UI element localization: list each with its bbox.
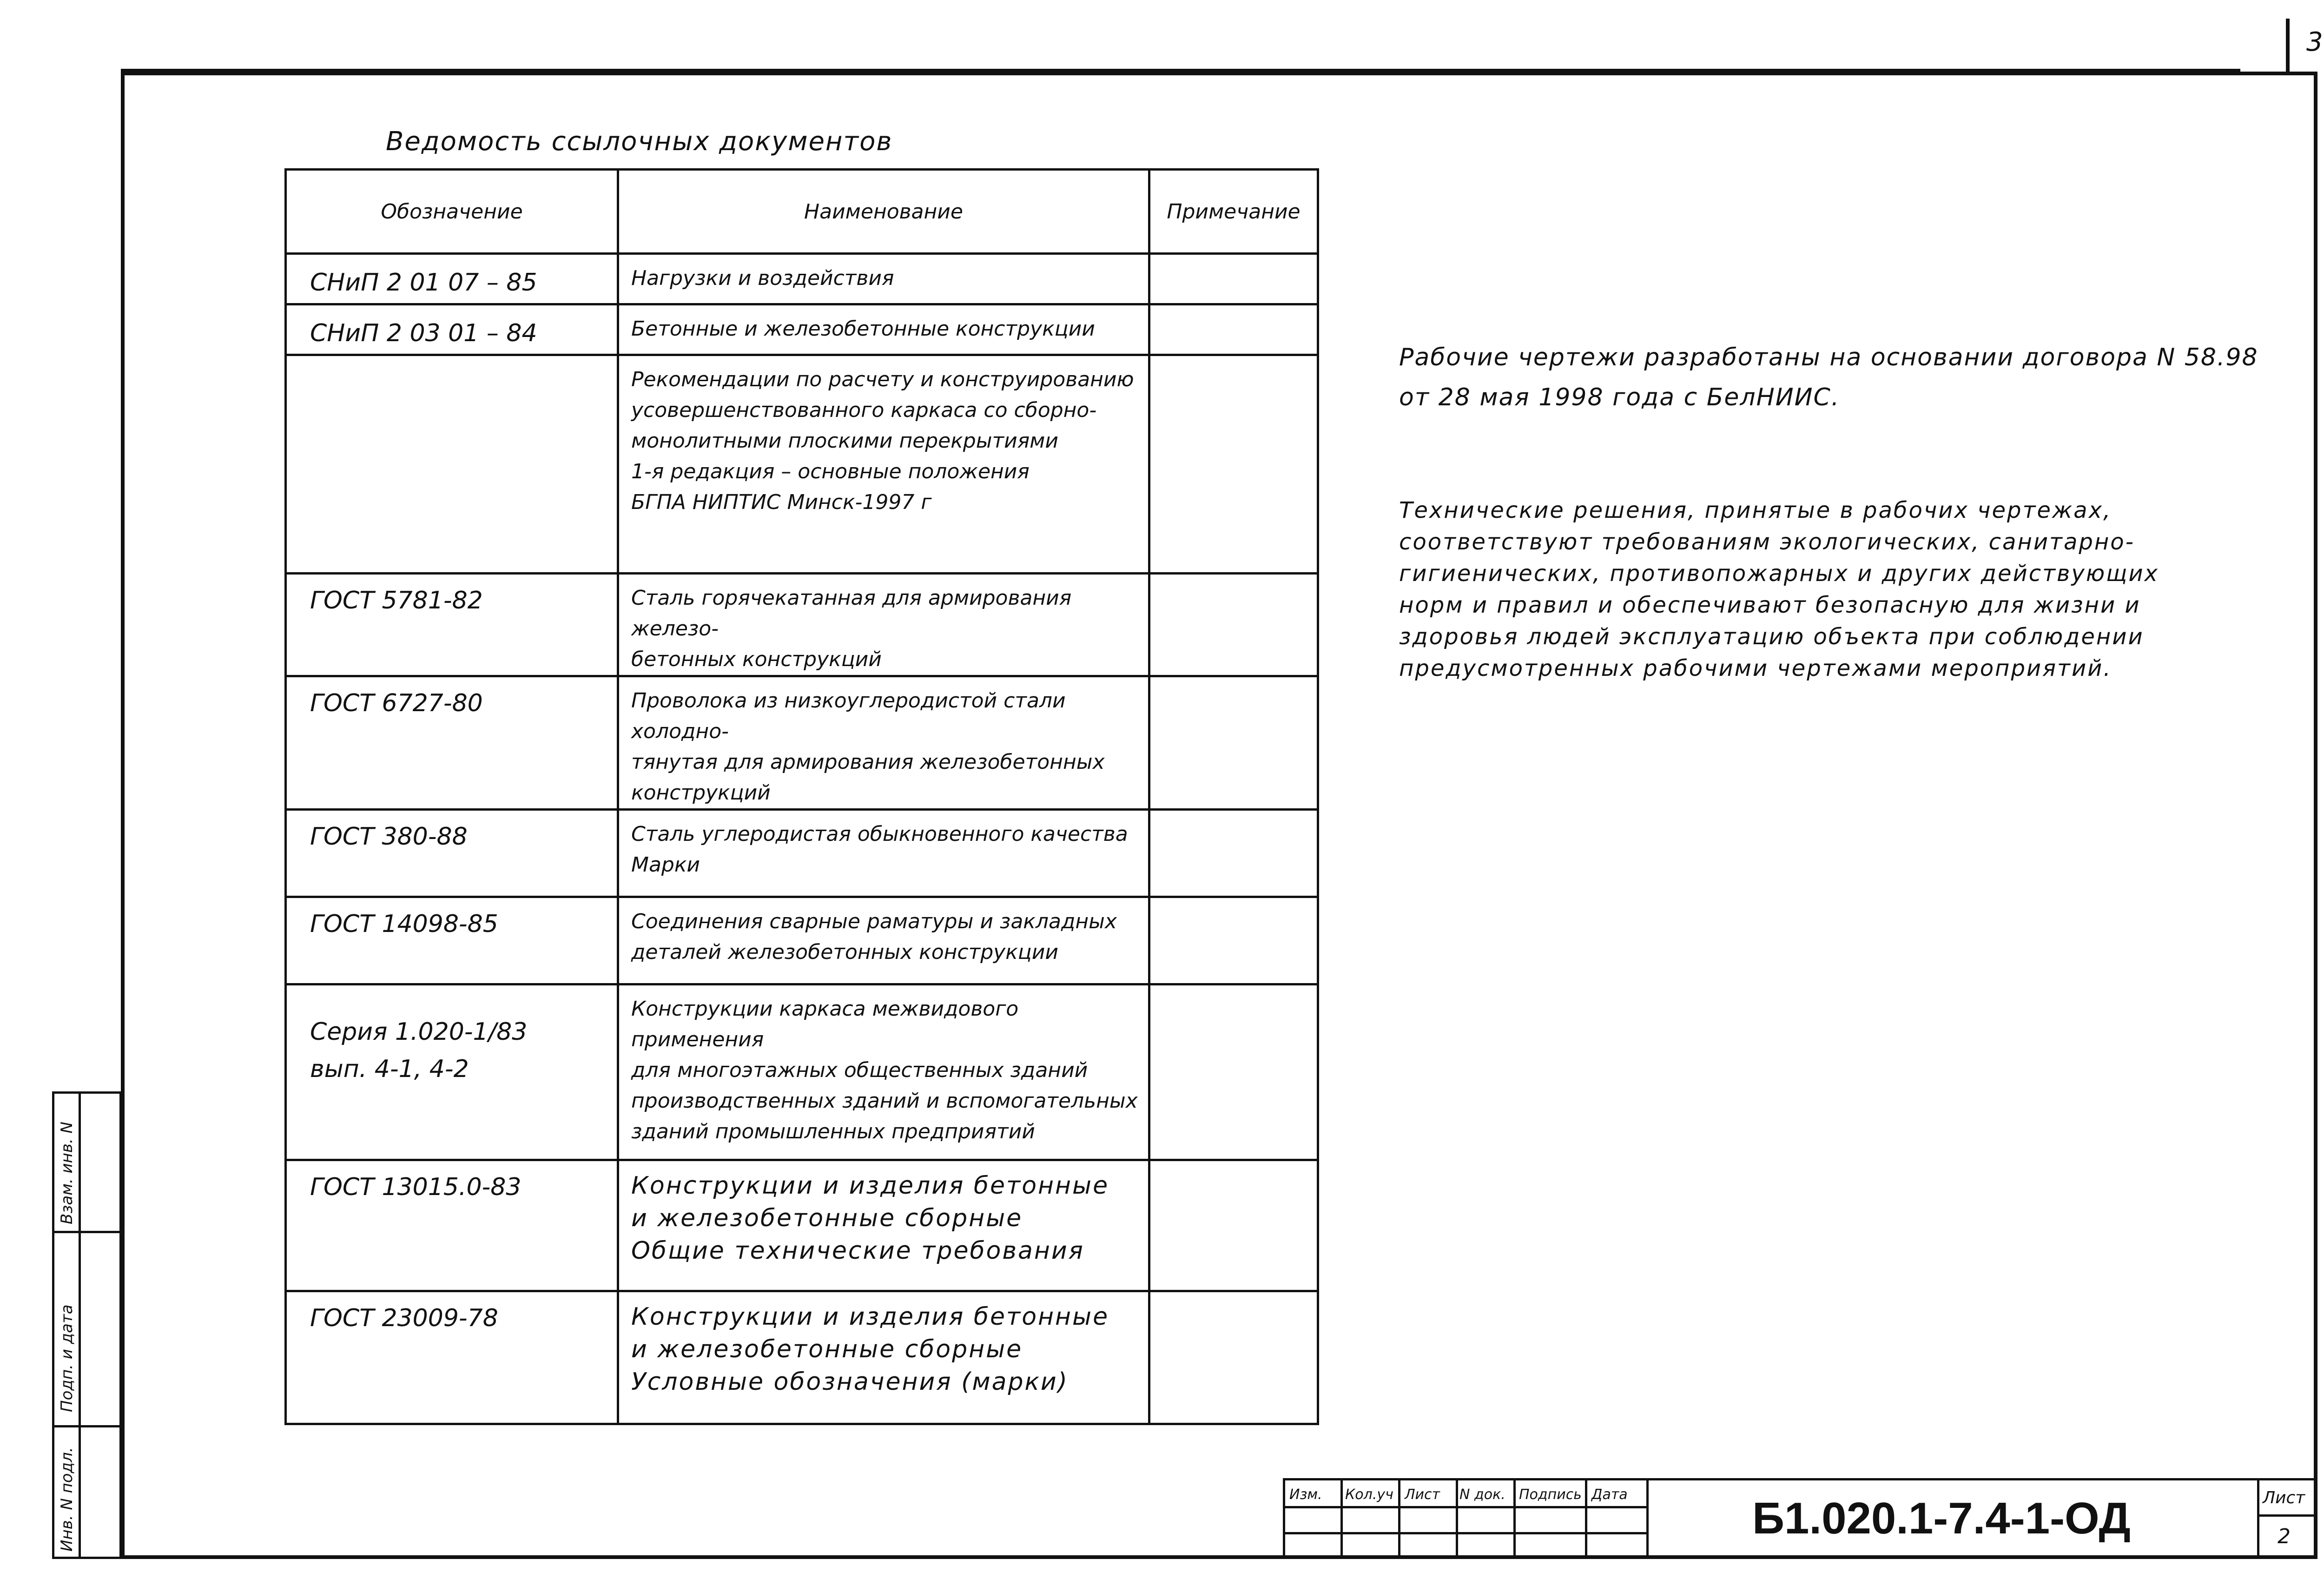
row-name: Конструкции и изделия бетонные и железобетонные сборные Общие технические требования — [618, 1160, 1149, 1291]
row-code: ГОСТ 13015.0-83 — [286, 1160, 618, 1291]
page-corner-number: 3 — [2306, 27, 2323, 57]
row-note — [1149, 1291, 1318, 1424]
side-stamp — [52, 1091, 122, 1559]
stamp-value-column — [79, 1091, 122, 1559]
row-note — [1149, 810, 1318, 897]
row-note — [1149, 355, 1318, 574]
tb-row-line — [1283, 1506, 1646, 1508]
references-table — [284, 168, 1319, 1425]
tb-divider — [1283, 1478, 1285, 1559]
row-note — [1149, 304, 1318, 355]
row-code: ГОСТ 14098-85 — [286, 897, 618, 984]
row-code: СНиП 2 01 07 – 85 — [286, 254, 618, 304]
tb-header-docnum: N док. — [1459, 1486, 1505, 1503]
contract-note: Рабочие чертежи разработаны на основании договора N 58.98 от 28 мая 1998 года с БелНИИС. — [1399, 344, 2258, 411]
row-code — [286, 355, 618, 574]
row-name: Конструкции и изделия бетонные и железобетонные сборные Условные обозначения (марки) — [618, 1291, 1149, 1424]
tb-header-change: Изм. — [1289, 1486, 1322, 1503]
row-code: Серия 1.020-1/83 вып. 4-1, 4-2 — [286, 984, 618, 1160]
table-row — [286, 810, 1318, 897]
row-note — [1149, 1160, 1318, 1291]
sheet-number: 2 — [2278, 1525, 2291, 1548]
row-name: Рекомендации по расчету и конструированию усовершенствованного каркаса со сборно- монолитными плоскими перекрытиями 1-я редакция – основные положения БГПА НИПТИС Минск-1997 г — [618, 355, 1149, 574]
document-title: Ведомость ссылочных документов — [386, 126, 893, 157]
stamp-replace-inv-label: Взам. инв. N — [58, 1122, 76, 1224]
tb-header-signature: Подпись — [1519, 1486, 1582, 1503]
row-name: Бетонные и железобетонные конструкции — [618, 304, 1149, 355]
tb-row-line — [1283, 1532, 1646, 1534]
header-designation: Обозначение — [286, 170, 618, 254]
stamp-divider — [52, 1231, 122, 1233]
row-code: ГОСТ 23009-78 — [286, 1291, 618, 1424]
table-row — [286, 984, 1318, 1160]
row-name: Сталь углеродистая обыкновенного качества Марки — [618, 810, 1149, 897]
row-code: ГОСТ 380-88 — [286, 810, 618, 897]
table-row — [286, 1291, 1318, 1424]
row-note — [1149, 676, 1318, 810]
tb-divider — [1513, 1478, 1516, 1559]
stamp-inv-orig-label: Инв. N подл. — [58, 1447, 76, 1552]
header-name: Наименование — [618, 170, 1149, 254]
row-name: Соединения сварные раматуры и закладных деталей железобетонных конструкции — [618, 897, 1149, 984]
stamp-divider — [52, 1425, 122, 1427]
row-note — [1149, 254, 1318, 304]
table-row — [286, 1160, 1318, 1291]
row-code: СНиП 2 03 01 – 84 — [286, 304, 618, 355]
table-header-row — [286, 170, 1318, 254]
stamp-sign-date-label: Подп. и дата — [58, 1304, 76, 1412]
table-row — [286, 304, 1318, 355]
row-name: Проволока из низкоуглеродистой стали холодно- тянутая для армирования железобетонных конструкций — [618, 676, 1149, 810]
table-row — [286, 676, 1318, 810]
table-row — [286, 574, 1318, 676]
header-note: Примечание — [1149, 170, 1318, 254]
tb-divider — [1585, 1478, 1587, 1559]
document-code: Б1.020.1-7.4-1-ОД — [1752, 1493, 2131, 1543]
tb-header-qty: Кол.уч — [1345, 1486, 1393, 1503]
tb-divider — [1646, 1478, 1649, 1559]
table-row — [286, 254, 1318, 304]
corner-tick — [2286, 19, 2290, 75]
row-note — [1149, 984, 1318, 1160]
row-name: Конструкции каркаса межвидового применения для многоэтажных общественных зданий производственных зданий и вспомогательных зданий промышленных предприятий — [618, 984, 1149, 1160]
row-note — [1149, 897, 1318, 984]
tb-divider — [1398, 1478, 1400, 1559]
table-row — [286, 355, 1318, 574]
tb-header-sheet: Лист — [1405, 1486, 1440, 1503]
tb-divider — [2257, 1478, 2259, 1559]
row-note — [1149, 574, 1318, 676]
row-name: Сталь горячекатанная для армирования железо- бетонных конструкций — [618, 574, 1149, 676]
tb-divider — [1340, 1478, 1343, 1559]
tb-header-date: Дата — [1591, 1486, 1628, 1503]
row-code: ГОСТ 6727-80 — [286, 676, 618, 810]
row-code: ГОСТ 5781-82 — [286, 574, 618, 676]
sheet-label: Лист — [2263, 1488, 2305, 1507]
compliance-note: Технические решения, принятые в рабочих чертежах, соответствуют требованиям экологических, санитарно- гигиенических, противопожарных и других действующих норм и правил и обеспечивают безопасную для жизни и здоровья людей эксплуатацию объекта при соблюдении предусмотренных рабочими чертежами мероприятий. — [1399, 497, 2159, 681]
tb-divider — [1456, 1478, 1458, 1559]
table-row — [286, 897, 1318, 984]
row-name: Нагрузки и воздействия — [618, 254, 1149, 304]
